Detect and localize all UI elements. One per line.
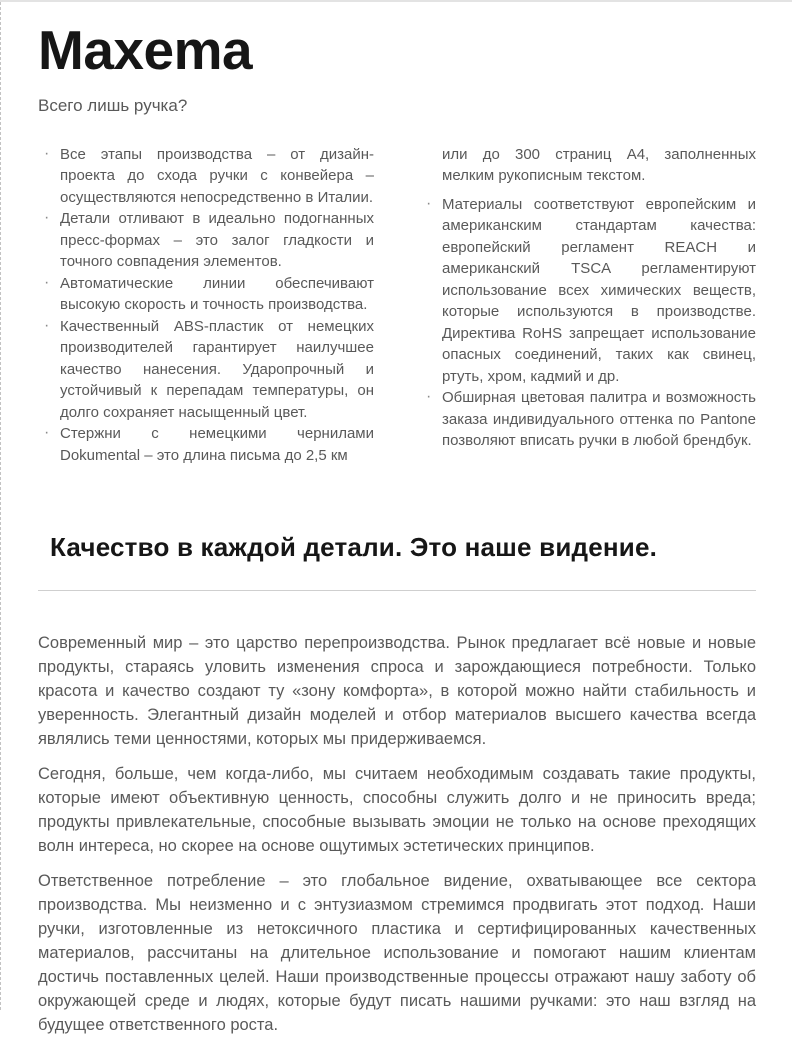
feature-item: · Качественный ABS-пластик от немецких производителей гарантирует наилучшее качество нанесения. Ударопрочный и устойчивый к перепадам температуры, он долго сохраняет насыщенный цвет. bbox=[38, 316, 374, 424]
features-columns bbox=[38, 144, 756, 467]
brand-logo: Maxema bbox=[38, 19, 253, 81]
feature-item: · Автоматические линии обеспечивают высокую скорость и точность производства. bbox=[38, 273, 374, 316]
features-column-left bbox=[38, 144, 374, 467]
vision-paragraph: Сегодня, больше, чем когда-либо, мы считаем необходимым создавать такие продукты, которые имеют объективную ценность, способны служить долго и не приносить вреда; продукты привлекательные, способные вызывать эмоции не только на основе преходящих волн интереса, но скорее на основе ощутимых эстетических принципов. bbox=[38, 765, 756, 856]
feature-item: · Обширная цветовая палитра и возможность заказа индивидуального оттенка по Pantone позволяют вписать ручки в любой брендбук. bbox=[420, 387, 756, 452]
feature-item: · Детали отливают в идеально подогнанных пресс-формах – это залог гладкости и точного совпадения элементов. bbox=[38, 208, 374, 273]
vision-paragraph: Ответственное потребление – это глобальное видение, охватывающее все сектора производства. Мы неизменно и с энтузиазмом стремимся продвигать этот подход. Наши ручки, изготовленные из нетоксичного пластика и сертифицированных качественных материалов, рассчитаны на длительное использование и помогают нашим клиентам достичь поставленных целей. Наши производственные процессы отражают нашу заботу об окружающей среде и людях, которые будут писать нашими ручками: это наш взгляд на будущее ответственного роста. bbox=[38, 872, 756, 1035]
feature-item: · Материалы соответствуют европейским и американским стандартам качества: европейский регламент REACH и американский TSCA регламентируют использование всех химических веществ, которые используются в производстве. Директива RoHS запрещает использование опасных соединений, таких как свинец, ртуть, хром, кадмий и др. bbox=[420, 194, 756, 388]
vision-text bbox=[38, 631, 756, 1037]
feature-item: · Стержни с немецкими чернилами Dokumental – это длина письма до 2,5 км bbox=[38, 423, 374, 466]
feature-item-continuation: или до 300 страниц А4, заполненных мелким рукописным текстом. bbox=[442, 145, 756, 185]
section-divider bbox=[38, 590, 756, 591]
section-heading: Качество в каждой детали. Это наше видение. bbox=[50, 532, 658, 563]
page-left-edge-guide bbox=[0, 2, 1, 1010]
feature-item: · Все этапы производства – от дизайн-проекта до схода ручки с конвейера – осуществляются непосредственно в Италии. bbox=[38, 144, 374, 209]
page-content bbox=[0, 2, 792, 1037]
vision-paragraph: Современный мир – это царство перепроизводства. Рынок предлагает всё новые и новые продукты, стараясь уловить изменения спроса и зарождающиеся потребности. Только красота и качество создают ту «зону комфорта», в которой можно найти стабильность и уверенность. Элегантный дизайн моделей и отбор материалов высшего качества всегда являлись теми ценностями, которых мы придерживаемся. bbox=[38, 634, 756, 749]
features-column-right bbox=[420, 144, 756, 467]
brand-tagline: Всего лишь ручка? bbox=[38, 95, 188, 115]
